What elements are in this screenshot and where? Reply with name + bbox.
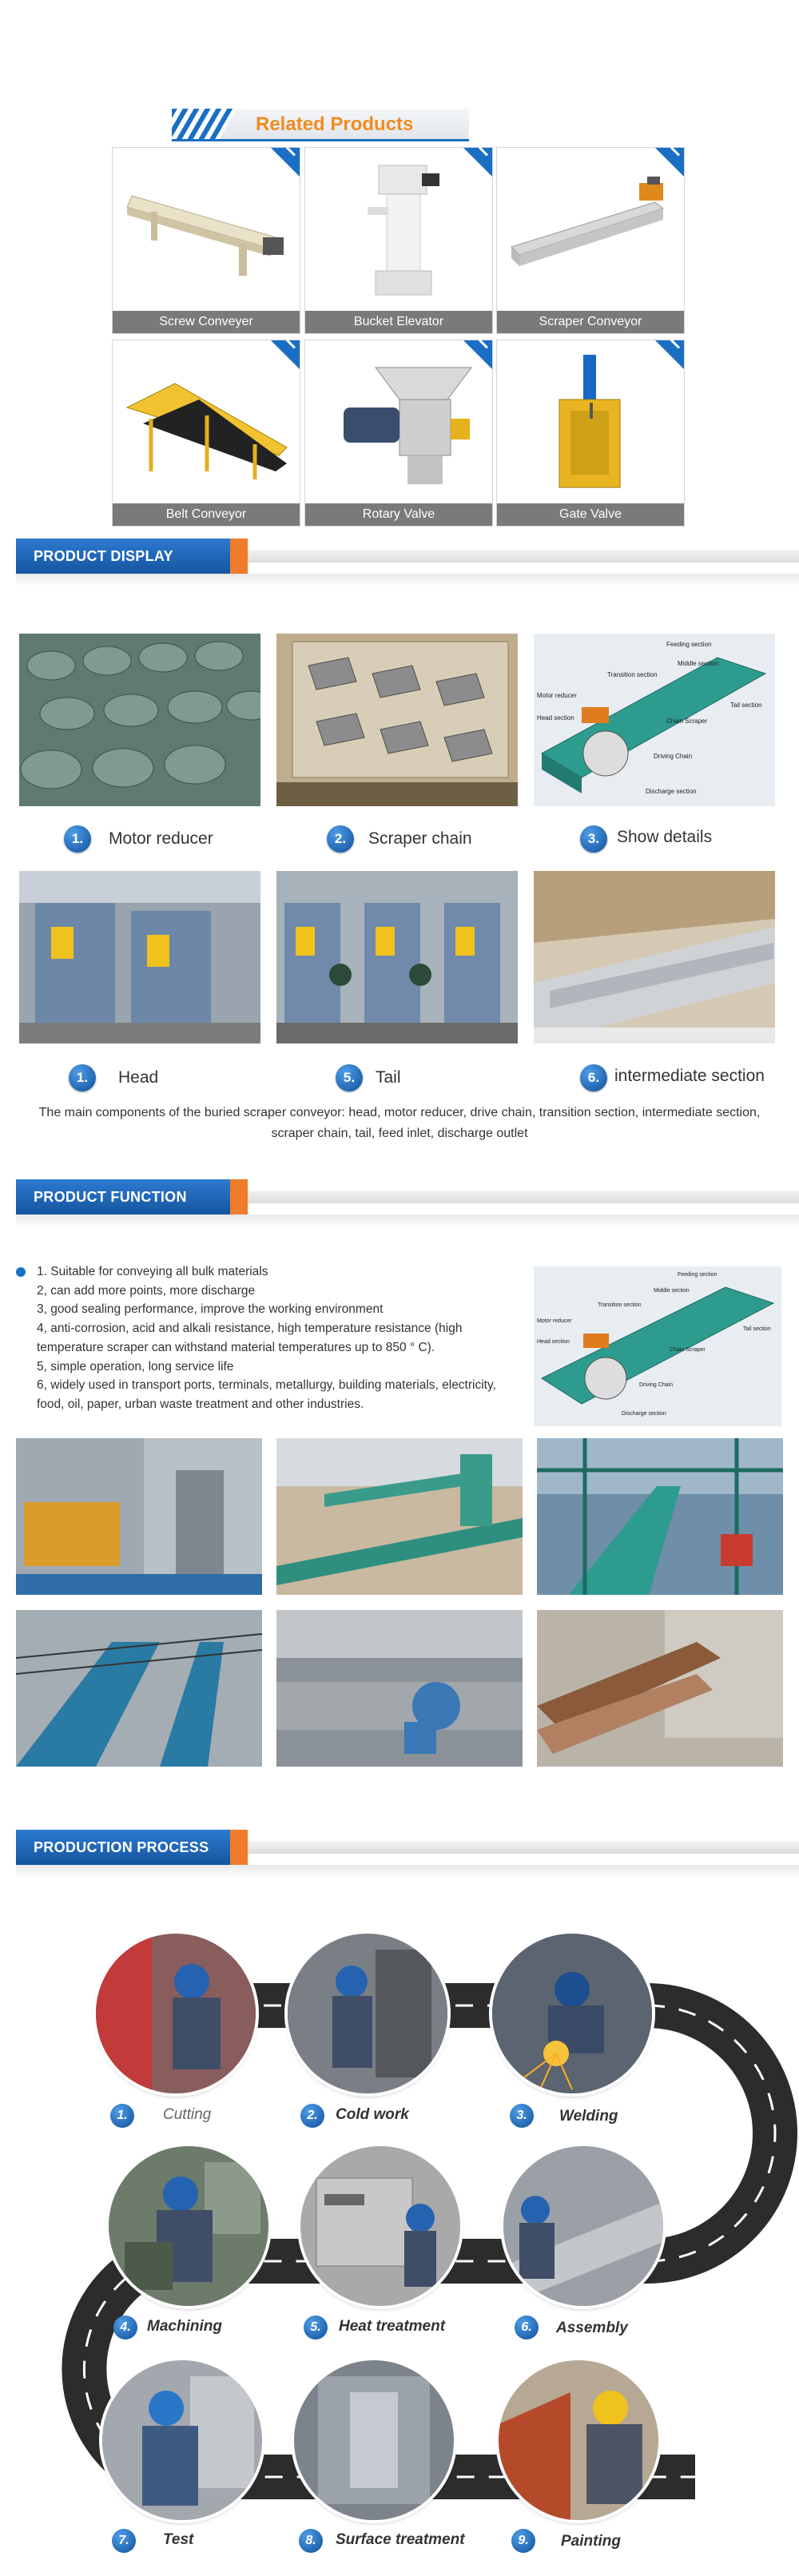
svg-text:Discharge section: Discharge section [622, 1411, 666, 1417]
banner-stripes-icon [172, 109, 236, 139]
svg-text:Tail section: Tail section [743, 1326, 771, 1332]
process-welding-photo [492, 1934, 652, 2093]
process-number-badge: 8. [299, 2529, 323, 2553]
svg-text:Transition section: Transition section [598, 1302, 642, 1308]
product-caption: Bucket Elevator [305, 311, 492, 333]
display-label-show-details: Show details [617, 828, 713, 846]
process-number-badge: 4. [113, 2316, 137, 2339]
svg-text:Middle section: Middle section [678, 660, 719, 667]
gate-valve-image [503, 352, 678, 492]
head-photo [19, 871, 260, 1044]
function-line: food, oil, paper, urban waste treatment and other industries. [37, 1397, 364, 1411]
process-number-badge: 2. [300, 2104, 324, 2128]
section-title: PRODUCTION PROCESS [34, 1839, 209, 1855]
screw-conveyer-image [119, 159, 293, 300]
svg-text:Discharge section: Discharge section [646, 788, 697, 795]
process-number-badge: 5. [304, 2316, 328, 2339]
section-title: PRODUCT DISPLAY [34, 548, 173, 564]
function-list [37, 1262, 516, 1414]
product-caption: Screw Conveyer [113, 311, 300, 333]
corner-badge-icon [271, 340, 300, 369]
application-photo [16, 1438, 262, 1595]
process-machining-photo [109, 2146, 268, 2306]
svg-text:Tail section: Tail section [730, 702, 762, 709]
process-number-badge: 1. [110, 2104, 134, 2128]
motor-reducer-photo [19, 634, 260, 806]
process-assembly-photo [503, 2146, 663, 2306]
corner-badge-icon [655, 148, 684, 177]
application-photo [276, 1438, 523, 1595]
function-line: 1. Suitable for conveying all bulk materials [37, 1265, 268, 1278]
process-number-badge: 6. [515, 2316, 539, 2339]
product-caption: Rotary Valve [305, 503, 492, 526]
product-card-screw-conveyer[interactable] [112, 147, 300, 334]
svg-text:Motor reducer: Motor reducer [537, 692, 577, 699]
corner-badge-icon [655, 340, 684, 369]
display-number-badge: 1. [64, 825, 91, 853]
process-painting-photo [499, 2360, 658, 2520]
product-card-gate-valve[interactable] [496, 340, 685, 527]
process-number-badge: 3. [510, 2104, 534, 2128]
display-number-badge: 1. [69, 1064, 96, 1091]
process-label-test: Test [163, 2531, 194, 2548]
process-label-cutting: Cutting [163, 2106, 212, 2123]
section-header-product-function [16, 1179, 799, 1214]
product-card-bucket-elevator[interactable] [304, 147, 493, 334]
display-number-badge: 2. [327, 825, 354, 853]
process-surface-treatment-photo [294, 2360, 454, 2520]
function-line: 2, can add more points, more discharge [37, 1283, 256, 1298]
related-products-title: Related Products [256, 113, 414, 135]
show-details-diagram [534, 634, 775, 806]
display-number-badge: 5. [336, 1064, 363, 1091]
svg-text:Head section: Head section [537, 714, 574, 722]
display-label-intermediate-section: intermediate section [614, 1067, 765, 1085]
svg-text:Feeding section: Feeding section [678, 1272, 718, 1278]
process-cold-work-photo [288, 1934, 447, 2093]
display-label-motor-reducer: Motor reducer [109, 829, 213, 848]
svg-text:Driving Chain: Driving Chain [639, 1382, 674, 1388]
svg-text:Transition section: Transition section [607, 671, 658, 678]
process-number-badge: 7. [112, 2529, 136, 2553]
bucket-elevator-image [312, 159, 486, 300]
process-label-heat-treatment: Heat treatment [339, 2318, 446, 2335]
product-caption: Scraper Conveyor [497, 311, 684, 333]
display-label-scraper-chain: Scraper chain [368, 829, 472, 848]
svg-text:Chain Scraper: Chain Scraper [670, 1347, 706, 1353]
bullet-icon [16, 1267, 26, 1277]
product-caption: Belt Conveyor [113, 503, 300, 526]
process-label-cold-work: Cold work [336, 2106, 409, 2123]
svg-text:Chain Scraper: Chain Scraper [666, 718, 708, 725]
corner-badge-icon [463, 148, 492, 177]
tail-photo [276, 871, 518, 1044]
scraper-chain-photo [276, 634, 518, 806]
process-label-welding: Welding [559, 2108, 618, 2125]
process-label-surface-treatment: Surface treatment [336, 2531, 465, 2548]
function-diagram [534, 1266, 781, 1426]
section-header-product-display [16, 539, 799, 574]
section-title: PRODUCT FUNCTION [34, 1189, 187, 1205]
display-label-tail: Tail [376, 1068, 401, 1087]
scraper-conveyor-image [503, 159, 678, 300]
intermediate-section-photo [534, 871, 775, 1044]
function-line: temperature scraper can withstand material temperatures up to 850 ° C). [37, 1340, 435, 1354]
product-card-rotary-valve[interactable] [304, 340, 493, 527]
components-description: The main components of the buried scraper conveyor: head, motor reducer, drive chain, transition section, intermediate section, scraper chain, tail, feed inlet, discharge outlet [38, 1106, 761, 1140]
process-label-machining: Machining [147, 2318, 222, 2335]
product-caption: Gate Valve [497, 503, 684, 526]
svg-text:Motor reducer: Motor reducer [537, 1318, 572, 1324]
application-photo [537, 1610, 783, 1767]
process-label-assembly: Assembly [556, 2320, 628, 2336]
process-label-painting: Painting [561, 2533, 621, 2550]
svg-text:Head section: Head section [537, 1339, 570, 1345]
banner-underline [172, 139, 469, 141]
svg-text:Driving Chain: Driving Chain [654, 753, 693, 760]
related-products-banner [172, 109, 469, 139]
process-heat-treatment-photo [300, 2146, 460, 2306]
function-line: 6, widely used in transport ports, terminals, metallurgy, building materials, electricity, [37, 1378, 496, 1393]
product-card-belt-conveyor[interactable] [112, 340, 300, 527]
application-photo [537, 1438, 783, 1595]
application-photo [276, 1610, 523, 1767]
corner-badge-icon [271, 148, 300, 177]
svg-text:Middle section: Middle section [654, 1288, 690, 1294]
rotary-valve-image [312, 352, 486, 492]
belt-conveyor-image [119, 352, 293, 492]
display-number-badge: 3. [580, 825, 607, 853]
process-number-badge: 9. [511, 2529, 535, 2553]
corner-badge-icon [463, 340, 492, 369]
application-photo [16, 1610, 262, 1767]
display-label-head: Head [118, 1068, 159, 1087]
process-test-photo [102, 2360, 262, 2520]
function-line: 5, simple operation, long service life [37, 1359, 234, 1373]
process-cutting-photo [96, 1934, 256, 2093]
function-line: 3, good sealing performance, improve the working environment [37, 1302, 384, 1317]
section-header-production-process [16, 1830, 799, 1865]
product-card-scraper-conveyor[interactable] [496, 147, 685, 334]
function-line: 4, anti-corrosion, acid and alkali resistance, high temperature resistance (high [37, 1322, 463, 1336]
display-number-badge: 6. [580, 1064, 607, 1091]
svg-text:Feeding section: Feeding section [666, 641, 712, 648]
